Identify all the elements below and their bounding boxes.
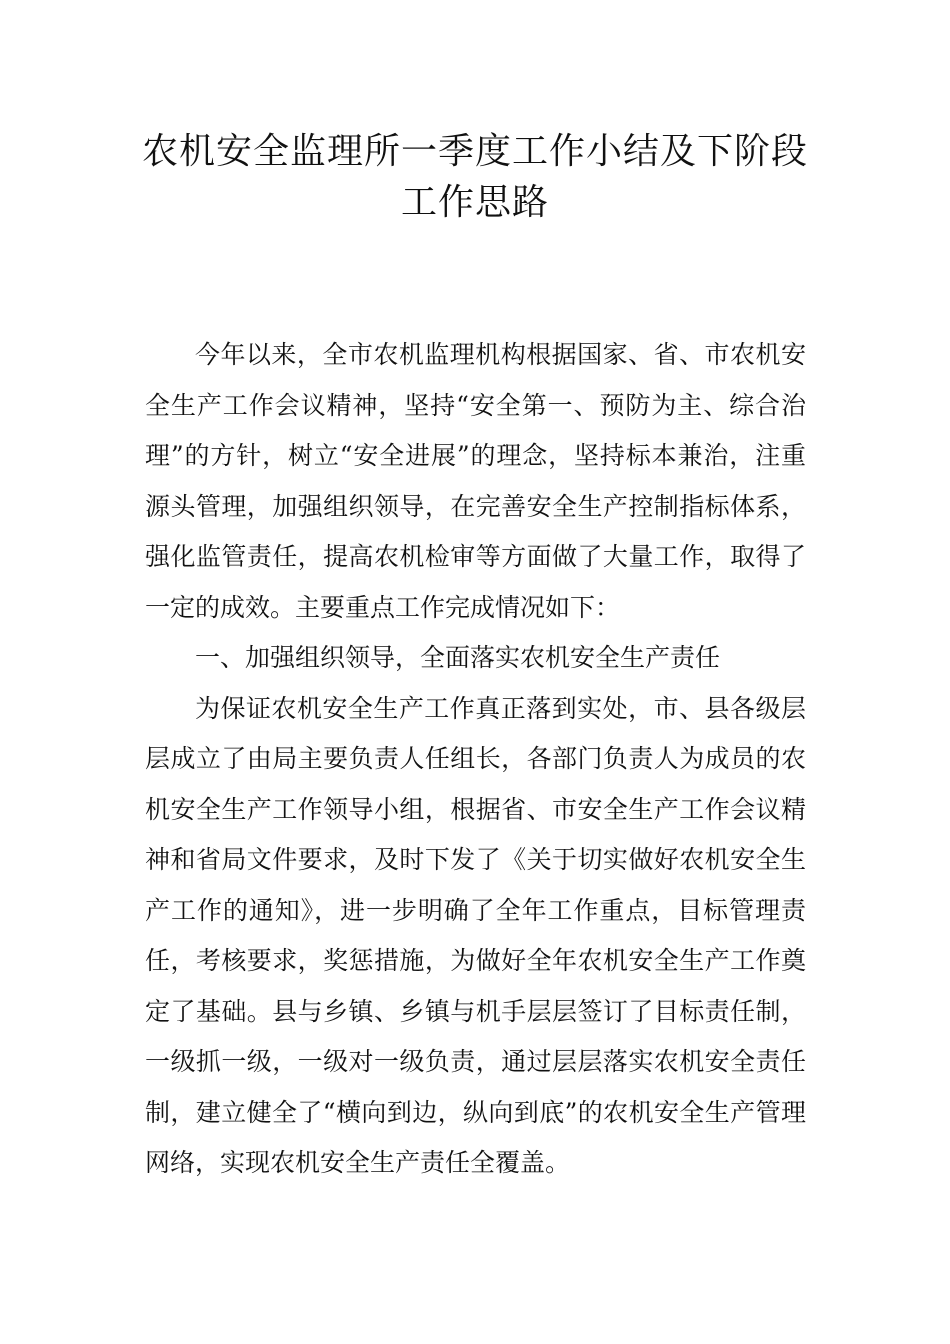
paragraph-section-1: 为保证农机安全生产工作真正落到实处，市、县各级层层成立了由局主要负责人任组长，各部门负责人为成员的农机安全生产工作领导小组，根据省、市安全生产工作会议精神和省局文件要求，及时下发了《关于切实做好农机安全生产工作的通知》，进一步明确了全年工作重点，目标管理责任，考核要求，奖惩措施，为做好全年农机安全生产工作奠定了基础。县与乡镇、乡镇与机手层层签订了目标责任制，一级抓一级，一级对一级负责，通过层层落实农机安全责任制，建立健全了“横向到边，纵向到底”的农机安全生产管理网络，实现农机安全生产责任全覆盖。 (145, 693, 806, 1177)
document-body (145, 330, 806, 1189)
document-title: 农机安全监理所一季度工作小结及下阶段工作思路 (141, 131, 808, 223)
section-heading-1: 一、加强组织领导，全面落实农机安全生产责任 (195, 643, 721, 672)
paragraph-intro: 今年以来，全市农机监理机构根据国家、省、市农机安全生产工作会议精神，坚持“安全第一、预防为主、综合治理”的方针，树立“安全进展”的理念，坚持标本兼治，注重源头管理，加强组织领导，在完善安全生产控制指标体系，强化监管责任，提高农机检审等方面做了大量工作，取得了一定的成效。主要重点工作完成情况如下： (145, 340, 806, 622)
